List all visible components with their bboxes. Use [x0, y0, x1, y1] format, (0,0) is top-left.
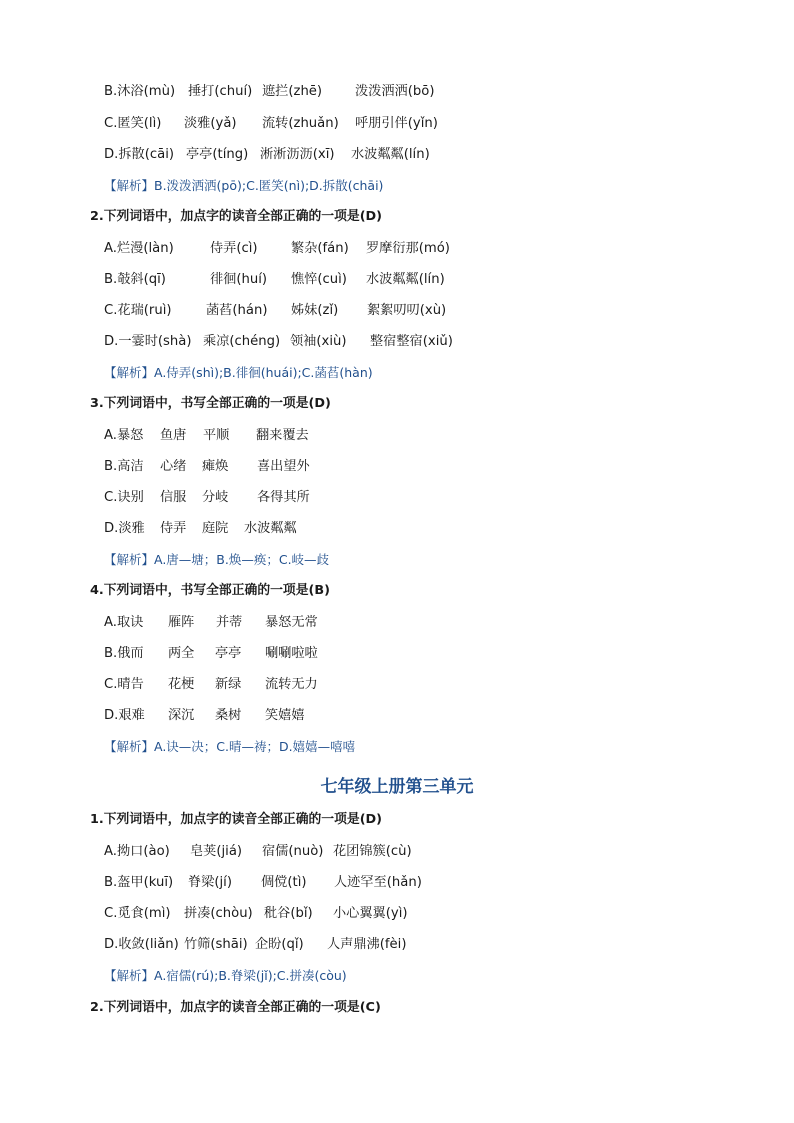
option-item: 分岐	[202, 490, 229, 505]
option-item: 小心翼翼(yì)	[333, 906, 408, 921]
option-item: 鱼唐	[160, 428, 187, 443]
option-item: C.匿笑(lì)	[104, 116, 162, 131]
option-item: 两全	[168, 646, 195, 661]
option-item: B.俄而	[104, 646, 144, 661]
option-item: 亭亭	[215, 646, 242, 661]
option-item: 憔悴(cuì)	[291, 272, 347, 287]
question-text: 4.下列词语中，书写全部正确的一项是(B)	[90, 583, 330, 598]
option-line	[104, 520, 664, 538]
option-item: B.盔甲(kuī)	[104, 875, 174, 890]
option-line	[104, 676, 664, 694]
option-item: D.艰难	[104, 708, 145, 723]
option-item: 倜傥(tì)	[261, 875, 307, 890]
option-item: B.攲斜(qī)	[104, 272, 166, 287]
option-item: 捶打(chuí)	[188, 84, 253, 99]
option-line	[104, 302, 664, 320]
option-item: D.一霎时(shà)	[104, 334, 192, 349]
option-item: 泼泼洒洒(bō)	[355, 84, 435, 99]
option-item: 企盼(qǐ)	[255, 937, 304, 952]
option-item: 深沉	[168, 708, 195, 723]
option-item: 并蒂	[216, 615, 243, 630]
option-item: 人声鼎沸(fèi)	[327, 937, 407, 952]
option-item: 各得其所	[257, 490, 310, 505]
option-line	[104, 146, 664, 164]
option-item: C.觅食(mì)	[104, 906, 171, 921]
option-item: 皂荚(jiá)	[190, 844, 243, 859]
option-item: 淅淅沥沥(xī)	[260, 147, 335, 162]
option-line	[104, 271, 664, 289]
option-item: 新绿	[215, 677, 242, 692]
option-item: A.暴怒	[104, 428, 144, 443]
option-item: 整宿整宿(xiǔ)	[370, 334, 453, 349]
option-line	[104, 427, 664, 445]
option-item: A.取诀	[104, 615, 144, 630]
question-text: 2.下列词语中，加点字的读音全部正确的一项是(D)	[90, 209, 383, 224]
option-item: 繁杂(fán)	[291, 241, 349, 256]
analysis-text: 【解析】A.唐—塘；B.焕—痪；C.岐—歧	[104, 552, 330, 567]
option-line	[104, 707, 664, 725]
option-line	[104, 83, 664, 101]
option-line	[104, 240, 664, 258]
option-item: 拼凑(chòu)	[184, 906, 253, 921]
option-item: 水波粼粼	[244, 521, 297, 536]
option-item: 侍弄(cì)	[210, 241, 258, 256]
option-item: 絮絮叨叨(xù)	[367, 303, 447, 318]
option-item: B.高洁	[104, 459, 144, 474]
option-item: 亭亭(tíng)	[186, 147, 249, 162]
option-item: 秕谷(bǐ)	[264, 906, 313, 921]
option-item: 信服	[160, 490, 187, 505]
option-item: 花梗	[168, 677, 195, 692]
analysis-text: 【解析】A.侍弄(shì);B.徘徊(huái);C.菡萏(hàn)	[104, 365, 373, 380]
option-item: 人迹罕至(hǎn)	[334, 875, 422, 890]
analysis-text: 【解析】A.宿儒(rú);B.脊梁(jǐ);C.拼凑(còu)	[104, 968, 347, 983]
option-item: 遮拦(zhē)	[262, 84, 323, 99]
option-item: D.淡雅	[104, 521, 145, 536]
option-item: 平顺	[203, 428, 230, 443]
option-item: 流转无力	[265, 677, 318, 692]
option-item: 罗摩衍那(mó)	[366, 241, 450, 256]
option-item: C.晴告	[104, 677, 144, 692]
option-item: 淡雅(yǎ)	[184, 116, 237, 131]
option-item: C.诀别	[104, 490, 144, 505]
option-item: A.拗口(ào)	[104, 844, 170, 859]
option-item: 宿儒(nuò)	[262, 844, 324, 859]
option-line	[104, 614, 664, 632]
option-item: C.花瑞(ruì)	[104, 303, 172, 318]
option-item: 脊梁(jí)	[188, 875, 232, 890]
option-item: 瘫焕	[202, 459, 229, 474]
option-item: 乘凉(chéng)	[203, 334, 281, 349]
analysis-text: 【解析】A.诀—决；C.晴—祷；D.嬉嬉—嘻嘻	[104, 739, 356, 754]
option-item: 徘徊(huí)	[210, 272, 268, 287]
option-line	[104, 936, 664, 954]
option-item: 笑嬉嬉	[265, 708, 305, 723]
option-item: 心绪	[160, 459, 187, 474]
option-item: 庭院	[202, 521, 229, 536]
option-item: 翻来覆去	[256, 428, 309, 443]
analysis-text: 【解析】B.泼泼洒洒(pō);C.匿笑(nì);D.拆散(chāi)	[104, 178, 384, 193]
option-line	[104, 874, 664, 892]
option-line	[104, 843, 664, 861]
option-item: 菡萏(hán)	[206, 303, 268, 318]
option-line	[104, 645, 664, 663]
option-item: A.烂漫(làn)	[104, 241, 174, 256]
option-item: 花团锦簇(cù)	[333, 844, 412, 859]
option-item: D.收敛(liǎn)	[104, 937, 179, 952]
option-item: 竹筛(shāi)	[184, 937, 248, 952]
question-text: 2.下列词语中，加点字的读音全部正确的一项是(C)	[90, 1000, 381, 1015]
option-item: 水波粼粼(lín)	[366, 272, 445, 287]
section-title: 七年级上册第三单元	[320, 777, 474, 797]
option-line	[104, 489, 664, 507]
option-item: 唰唰啦啦	[265, 646, 318, 661]
question-text: 3.下列词语中，书写全部正确的一项是(D)	[90, 396, 331, 411]
option-line	[104, 333, 664, 351]
option-line	[104, 458, 664, 476]
option-item: 雁阵	[168, 615, 195, 630]
option-item: 领袖(xiù)	[290, 334, 347, 349]
option-item: 流转(zhuǎn)	[262, 116, 339, 131]
question-text: 1.下列词语中，加点字的读音全部正确的一项是(D)	[90, 812, 383, 827]
option-item: 喜出望外	[257, 459, 310, 474]
option-item: 侍弄	[160, 521, 187, 536]
option-item: 暴怒无常	[265, 615, 318, 630]
option-item: 水波粼粼(lín)	[351, 147, 430, 162]
option-item: B.沐浴(mù)	[104, 84, 176, 99]
option-line	[104, 905, 664, 923]
option-item: 姊妹(zǐ)	[291, 303, 339, 318]
option-item: 桑树	[215, 708, 242, 723]
option-item: D.拆散(cāi)	[104, 147, 175, 162]
option-item: 呼朋引伴(yǐn)	[355, 116, 438, 131]
option-line	[104, 115, 664, 133]
